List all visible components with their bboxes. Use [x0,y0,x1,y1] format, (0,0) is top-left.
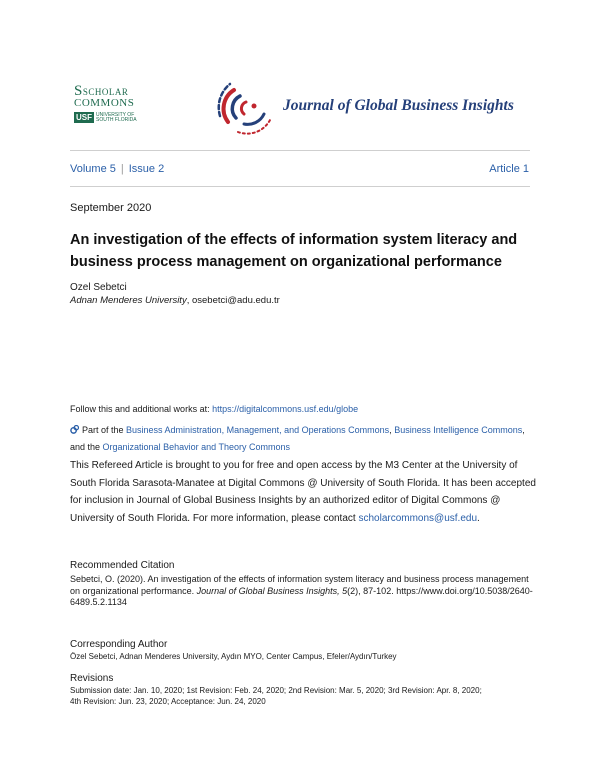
usf-badge: USF [76,113,92,122]
citation-heading: Recommended Citation [70,560,175,571]
header-divider [70,150,530,151]
commons-word: COMMONS [74,97,135,109]
volume-link[interactable]: Volume 5 [70,163,116,175]
commons-link-business-admin[interactable]: Business Administration, Management, and Operations Commons [126,425,390,435]
scholar-commons-logo[interactable] [74,83,152,136]
follow-text: Follow this and additional works at: [70,404,213,414]
citation-journal: Journal of Global Business Insights, 5 [196,585,348,596]
revisions-body [70,685,540,707]
scholar-word: SSCHOLAR [74,83,129,99]
revisions-line-2: 4th Revision: Jun. 23, 2020; Acceptance: Jun. 24, 2020 [70,697,266,706]
citation-text-end: (2), 87-102. https://www.doi.org/10.5038/2640-6489.5.2.1134 [70,585,533,607]
journal-logo-mark[interactable] [214,78,280,140]
citation-text: Sebetci, O. (2020). An investigation of the effects of information system literacy and business process management on organizational performance. [70,574,529,596]
usf-university-text: UNIVERSITY OF SOUTH FLORIDA [96,111,137,123]
issue-link[interactable]: Issue 2 [128,163,165,175]
revisions-line-1: Submission date: Jan. 10, 2020; 1st Revision: Feb. 24, 2020; 2nd Revision: Mar. 5, 2020; 3rd Revision: Apr. 8, 2020; [70,686,482,695]
part-of-prefix: Part of the [82,425,127,435]
open-access-icon [70,425,79,434]
access-note [70,457,540,527]
separator: , [389,425,395,435]
author-affiliation [70,295,280,306]
publication-date: September 2020 [70,202,152,214]
collection-link[interactable]: https://digitalcommons.usf.edu/globe [212,404,359,414]
revisions-heading: Revisions [70,673,114,684]
affiliation-name: Adnan Menderes University [70,295,187,306]
commons-link-org-behavior[interactable]: Organizational Behavior and Theory Commons [102,442,290,452]
separator: , and the [70,425,525,452]
corresponding-heading: Corresponding Author [70,639,168,650]
divider-bar: | [120,163,124,175]
usf-row [74,112,152,123]
paper-title: An investigation of the effects of information system literacy and business process management on organizational performance [70,232,518,270]
follow-line [70,404,358,414]
part-of-commons [70,422,532,456]
journal-title[interactable]: Journal of Global Business Insights [283,97,514,114]
access-note-text: This Refereed Article is brought to you for free and open access by the M3 Center at the University of South Florida Sarasota-Manatee at Digital Commons @ University of South Florida. It has been accepted for inclusion in Journal of Global Business Insights by an authorized editor of Digital Commons @ University of South Florida. For more information, please contact [70,460,536,524]
period: . [477,512,480,524]
citation-body [70,574,540,609]
issue-divider [70,186,530,187]
article-number-link[interactable]: Article 1 [489,163,529,175]
volume-issue-row [70,163,164,175]
author-name: Ozel Sebetci [70,282,127,293]
author-email: , osebetci@adu.edu.tr [186,295,280,306]
commons-link-business-intelligence[interactable]: Business Intelligence Commons [394,425,523,435]
contact-email-link[interactable]: scholarcommons@usf.edu [358,512,478,524]
corresponding-body: Özel Sebetci, Adnan Menderes University, Aydın MYO, Center Campus, Efeler/Aydın/Turkey [70,652,397,661]
